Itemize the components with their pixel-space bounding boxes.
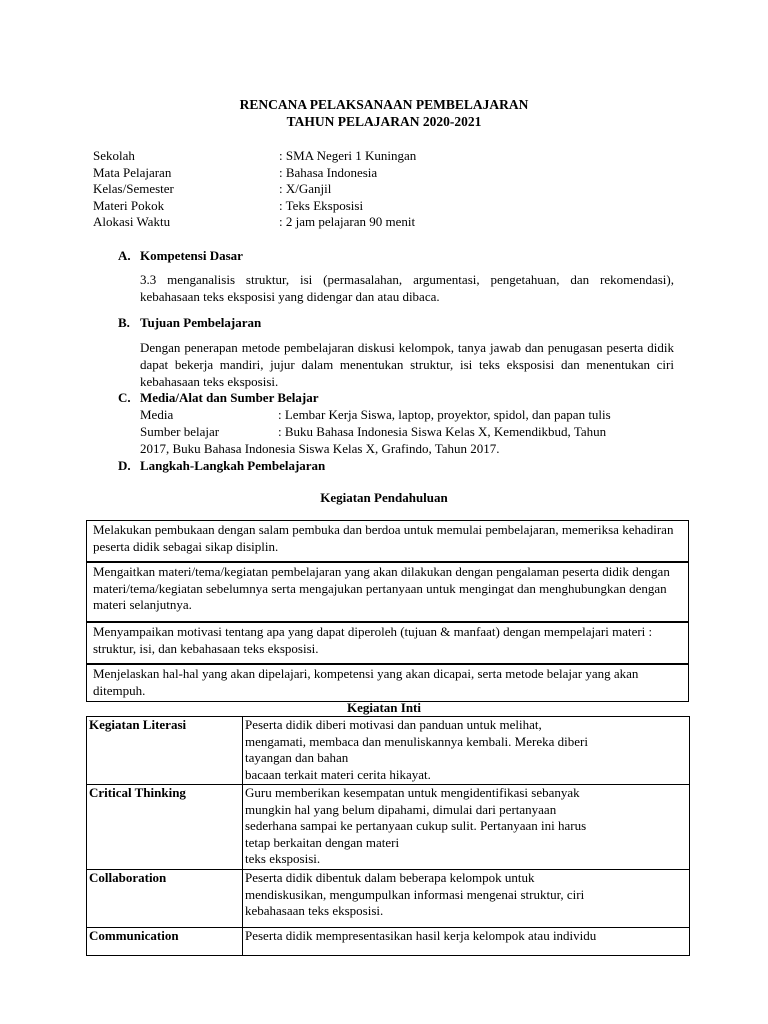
section-a-heading bbox=[118, 247, 243, 264]
section-title: Langkah-Langkah Pembelajaran bbox=[140, 458, 326, 473]
description-line: kebahasaan teks eksposisi. bbox=[245, 903, 384, 918]
source-value-continued: 2017, Buku Bahasa Indonesia Siswa Kelas X, Grafindo, Tahun 2017. bbox=[140, 441, 500, 456]
identity-label: Kelas/Semester bbox=[93, 181, 174, 196]
activity-description bbox=[243, 717, 690, 785]
source-row bbox=[140, 423, 674, 440]
pendahuluan-step-2: Mengaitkan materi/tema/kegiatan pembelajaran yang akan dilakukan dengan pengalaman peserta didik dengan materi/tema/kegiatan sebelumnya serta mengajukan pertanyaan untuk mengingat dan menghubungkan dengan materi selanjutnya. bbox=[86, 562, 689, 622]
description-line: tetap berkaitan dengan materi bbox=[245, 834, 400, 850]
source-label: Sumber belajar bbox=[140, 424, 220, 439]
media-row bbox=[140, 406, 674, 423]
section-b-text: Dengan penerapan metode pembelajaran diskusi kelompok, tanya jawab dan penugasan peserta didik dapat bekerja mandiri, jujur dalam menentukan struktur, isi teks eksposisi dan menentukan ciri kebahasaan teks eksposisi. bbox=[140, 340, 674, 389]
identity-label: Mata Pelajaran bbox=[93, 164, 172, 180]
section-letter: B. bbox=[118, 315, 130, 330]
description-line: Guru memberikan kesempatan untuk mengidentifikasi sebanyak bbox=[245, 785, 580, 800]
table-row bbox=[87, 785, 690, 870]
description-line: Peserta didik mempresentasikan hasil kerja kelompok atau individu bbox=[245, 928, 597, 943]
description-line: mengamati, membaca dan menuliskannya kembali. Mereka diberi bbox=[245, 733, 588, 749]
description-line: Peserta didik dibentuk dalam beberapa kelompok untuk bbox=[245, 870, 535, 885]
source-value: : Buku Bahasa Indonesia Siswa Kelas X, Kemendikbud, Tahun bbox=[278, 424, 607, 439]
identity-value: : Bahasa Indonesia bbox=[279, 164, 378, 180]
identity-value: : X/Ganjil bbox=[279, 181, 332, 196]
section-b-heading bbox=[118, 314, 261, 331]
activity-description bbox=[243, 785, 690, 870]
inti-heading: Kegiatan Inti bbox=[346, 700, 422, 715]
section-c-heading bbox=[118, 389, 319, 406]
pendahuluan-step-3: Menyampaikan motivasi tentang apa yang dapat diperoleh (tujuan & manfaat) dengan mempelajari materi : struktur, isi, dan kebahasaan teks eksposisi. bbox=[86, 622, 689, 664]
description-line: teks eksposisi. bbox=[245, 851, 321, 866]
table-row bbox=[87, 870, 690, 928]
activity-label: Communication bbox=[87, 928, 243, 956]
activity-label: Critical Thinking bbox=[87, 785, 243, 870]
activity-label: Collaboration bbox=[87, 870, 243, 928]
pendahuluan-step-4: Menjelaskan hal-hal yang akan dipelajari, kompetensi yang akan dicapai, serta metode belajar yang akan ditempuh. bbox=[86, 664, 689, 702]
description-line: Peserta didik diberi motivasi dan panduan untuk melihat, bbox=[245, 717, 542, 732]
section-title: Kompetensi Dasar bbox=[140, 248, 243, 263]
pendahuluan-step-1: Melakukan pembukaan dengan salam pembuka dan berdoa untuk memulai pembelajaran, memeriksa kehadiran peserta didik sebagai sikap disiplin. bbox=[86, 520, 689, 562]
document-subtitle: TAHUN PELAJARAN 2020-2021 bbox=[286, 114, 482, 129]
inti-table bbox=[86, 716, 690, 956]
identity-label: Materi Pokok bbox=[93, 197, 165, 213]
section-letter: D. bbox=[118, 458, 131, 473]
description-line: tayangan dan bahan bbox=[245, 750, 349, 765]
activity-description bbox=[243, 870, 690, 928]
identity-value: : SMA Negeri 1 Kuningan bbox=[279, 148, 417, 163]
table-row bbox=[87, 717, 690, 785]
section-letter: A. bbox=[118, 248, 131, 263]
identity-label: Sekolah bbox=[93, 148, 135, 163]
media-label: Media bbox=[140, 407, 174, 422]
section-letter: C. bbox=[118, 390, 131, 405]
description-line: sederhana sampai ke pertanyaan cukup sulit. Pertanyaan ini harus bbox=[245, 818, 587, 833]
identity-value: : 2 jam pelajaran 90 menit bbox=[279, 214, 416, 229]
document-title: RENCANA PELAKSANAAN PEMBELAJARAN bbox=[239, 97, 529, 112]
media-value: : Lembar Kerja Siswa, laptop, proyektor, spidol, dan papan tulis bbox=[278, 407, 611, 422]
section-a-text: 3.3 menganalisis struktur, isi (permasalahan, argumentasi, pengetahuan, dan rekomendasi), kebahasaan teks eksposisi yang didengar dan atau dibaca. bbox=[140, 272, 674, 304]
table-row bbox=[87, 928, 690, 956]
identity-value: : Teks Eksposisi bbox=[279, 197, 364, 213]
description-line: bacaan terkait materi cerita hikayat. bbox=[245, 766, 431, 782]
section-title: Tujuan Pembelajaran bbox=[140, 315, 262, 330]
identity-label: Alokasi Waktu bbox=[93, 214, 171, 229]
description-line: mendiskusikan, mengumpulkan informasi mengenai struktur, ciri bbox=[245, 886, 585, 902]
section-d-heading bbox=[118, 457, 325, 474]
pendahuluan-heading: Kegiatan Pendahuluan bbox=[320, 490, 448, 505]
description-line: mungkin hal yang belum dipahami, dimulai dari pertanyaan bbox=[245, 801, 557, 817]
section-title: Media/Alat dan Sumber Belajar bbox=[140, 390, 319, 405]
activity-description bbox=[243, 928, 690, 956]
activity-label: Kegiatan Literasi bbox=[87, 717, 243, 785]
